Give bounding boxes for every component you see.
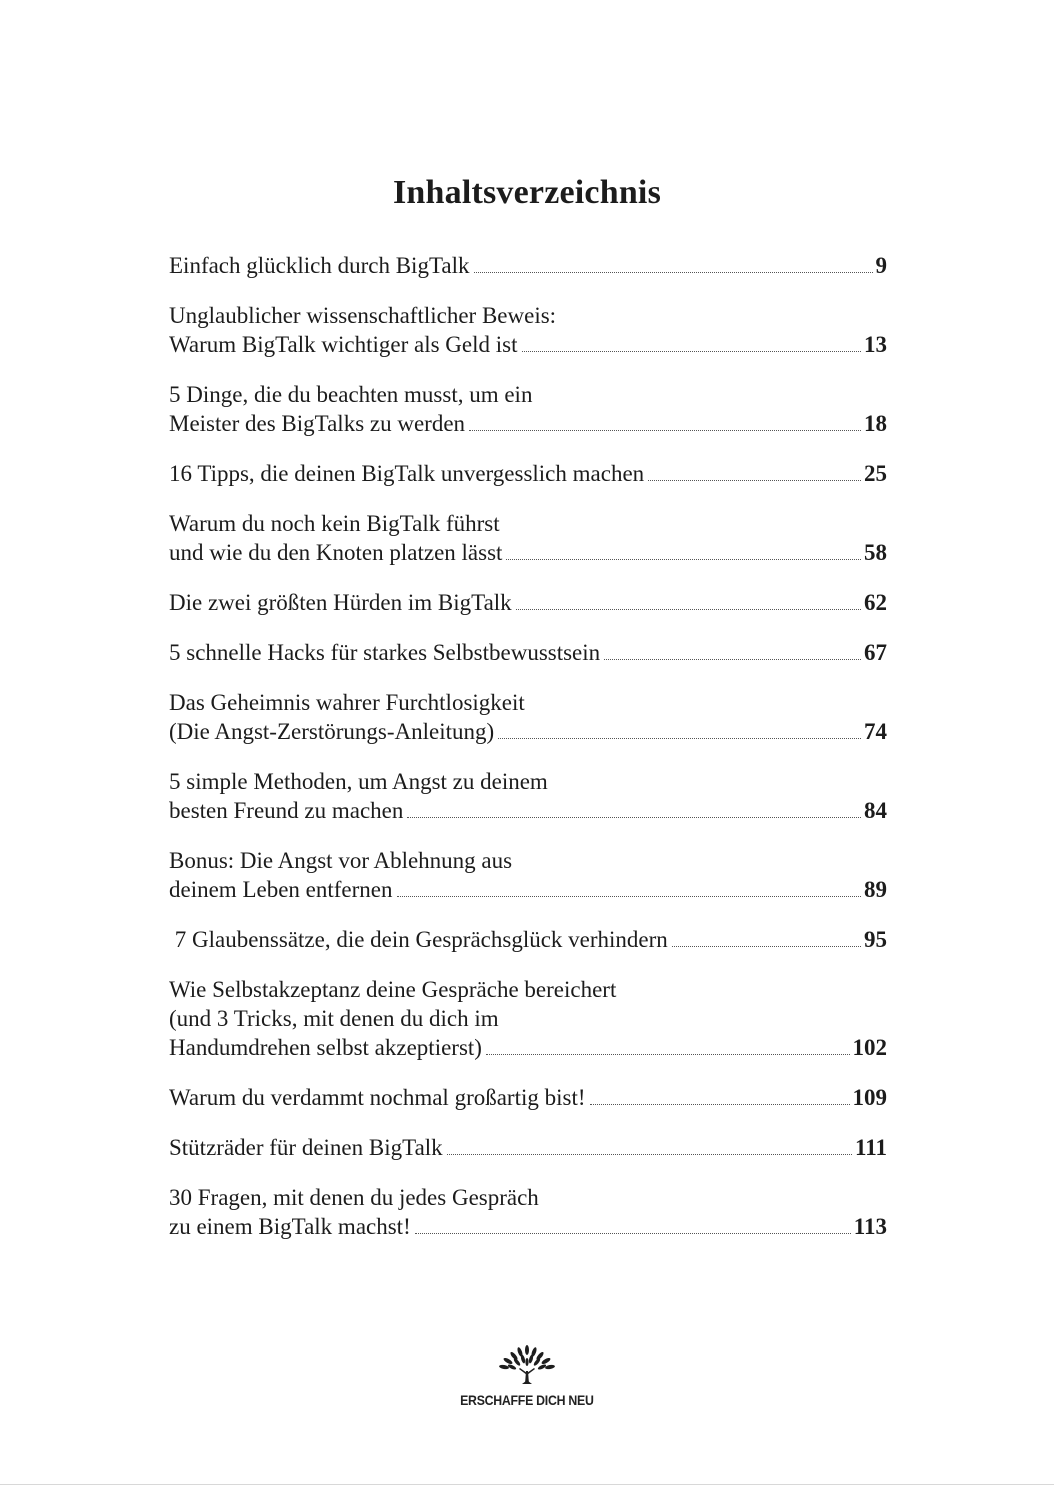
toc-entry-title-line: Das Geheimnis wahrer Furchtlosigkeit <box>169 690 525 715</box>
toc-entry-title-line: und wie du den Knoten platzen lässt <box>169 540 503 565</box>
toc-entry-title-line: Die zwei größten Hürden im BigTalk <box>169 590 512 615</box>
dot-leader <box>648 480 861 481</box>
page-edge-divider <box>0 1484 1054 1485</box>
toc-entry[interactable] <box>169 509 887 567</box>
toc-entry[interactable] <box>169 380 887 438</box>
toc-entry-title-line: Stützräder für deinen BigTalk <box>169 1135 443 1160</box>
toc-entry-row <box>169 1083 887 1112</box>
toc-page-number: 109 <box>852 1085 887 1110</box>
toc-entry[interactable] <box>169 251 887 280</box>
dot-leader <box>506 559 861 560</box>
toc-entry[interactable] <box>169 1133 887 1162</box>
toc-page-number: 74 <box>864 719 887 744</box>
toc-entry-title-line: Einfach glücklich durch BigTalk <box>169 253 470 278</box>
tree-icon <box>492 1344 562 1386</box>
dot-leader <box>590 1104 850 1105</box>
toc-entry-row <box>169 638 887 667</box>
page-title: Inhaltsverzeichnis <box>392 174 662 211</box>
dot-leader <box>447 1154 852 1155</box>
toc-entry-title-line: Unglaublicher wissenschaftlicher Beweis: <box>169 303 557 328</box>
toc-entry-row <box>169 409 887 438</box>
toc-entry-row <box>169 1033 887 1062</box>
dot-leader <box>486 1054 850 1055</box>
toc-entry[interactable] <box>169 688 887 746</box>
toc-entry-row <box>169 459 887 488</box>
toc-page-number: 62 <box>864 590 887 615</box>
toc-entry[interactable] <box>169 301 887 359</box>
dot-leader <box>469 430 861 431</box>
toc-entry-title-line: 5 simple Methoden, um Angst zu deinem <box>169 769 548 794</box>
toc-entry-row <box>169 1133 887 1162</box>
toc-page-number: 58 <box>864 540 887 565</box>
dot-leader <box>672 946 861 947</box>
dot-leader <box>474 272 873 273</box>
toc-page-number: 67 <box>864 640 887 665</box>
dot-leader <box>498 738 861 739</box>
toc-entry-title-line: besten Freund zu machen <box>169 798 404 823</box>
toc-entry-title-line: (Die Angst-Zerstörungs-Anleitung) <box>169 719 495 744</box>
toc-entry-row <box>169 796 887 825</box>
toc-page-number: 102 <box>852 1035 887 1060</box>
toc-entry-title-line: zu einem BigTalk machst! <box>169 1214 411 1239</box>
toc-page-number: 89 <box>864 877 887 902</box>
toc-page-number: 25 <box>864 461 887 486</box>
toc-entry[interactable] <box>169 846 887 904</box>
toc-entry-row <box>169 588 887 617</box>
toc-page-number: 84 <box>864 798 887 823</box>
toc-page-number: 18 <box>864 411 887 436</box>
toc-entry[interactable] <box>169 767 887 825</box>
toc-entry-title-line: 30 Fragen, mit denen du jedes Gespräch <box>169 1185 539 1210</box>
toc-entry-title-line: Meister des BigTalks zu werden <box>169 411 466 436</box>
toc-entry-title-line: 16 Tipps, die deinen BigTalk unvergesslich machen <box>169 461 645 486</box>
toc-entry-title-line: Bonus: Die Angst vor Ablehnung aus <box>169 848 513 873</box>
toc-entry-title-line: Warum du verdammt nochmal großartig bist! <box>169 1085 586 1110</box>
toc-entry-row <box>169 538 887 567</box>
toc-entry-row <box>169 717 887 746</box>
dot-leader <box>522 351 862 352</box>
dot-leader <box>516 609 861 610</box>
toc-page-number: 13 <box>864 332 887 357</box>
dot-leader <box>604 659 861 660</box>
toc-entry-row <box>169 1212 887 1241</box>
toc-entry[interactable] <box>169 1183 887 1241</box>
toc-entry-title-line: Warum BigTalk wichtiger als Geld ist <box>169 332 518 357</box>
toc-page-number: 9 <box>875 253 887 278</box>
dot-leader <box>407 817 861 818</box>
toc-entry-row <box>169 875 887 904</box>
toc-entry-row <box>169 925 887 954</box>
dot-leader <box>415 1233 851 1234</box>
toc-entry-row <box>169 251 887 280</box>
toc-entry-title-line: (und 3 Tricks, mit denen du dich im <box>169 1006 499 1031</box>
publisher-logo <box>0 1344 1054 1409</box>
toc-page-number: 95 <box>864 927 887 952</box>
toc-entry-title-line: 5 schnelle Hacks für starkes Selbstbewusstsein <box>169 640 601 665</box>
toc-page-number: 111 <box>855 1135 887 1160</box>
logo-text: ERSCHAFFE DICH NEU <box>460 1392 594 1408</box>
toc-entry-title-line: Warum du noch kein BigTalk führst <box>169 511 500 536</box>
toc-entry-title-line: 7 Glaubenssätze, die dein Gesprächsglück verhindern <box>169 927 668 952</box>
toc-entry-row <box>169 330 887 359</box>
toc-entry-title-line: deinem Leben entfernen <box>169 877 393 902</box>
toc-entry-title-line: Handumdrehen selbst akzeptierst) <box>169 1035 482 1060</box>
toc-entry-title-line: Wie Selbstakzeptanz deine Gespräche bereichert <box>169 977 617 1002</box>
toc-entry[interactable] <box>169 459 887 488</box>
toc-entry[interactable] <box>169 588 887 617</box>
toc-entry[interactable] <box>169 975 887 1062</box>
table-of-contents <box>169 251 887 1262</box>
toc-page-number: 113 <box>853 1214 887 1239</box>
toc-entry[interactable] <box>169 925 887 954</box>
toc-entry[interactable] <box>169 1083 887 1112</box>
dot-leader <box>397 896 862 897</box>
toc-entry-title-line: 5 Dinge, die du beachten musst, um ein <box>169 382 533 407</box>
toc-entry[interactable] <box>169 638 887 667</box>
